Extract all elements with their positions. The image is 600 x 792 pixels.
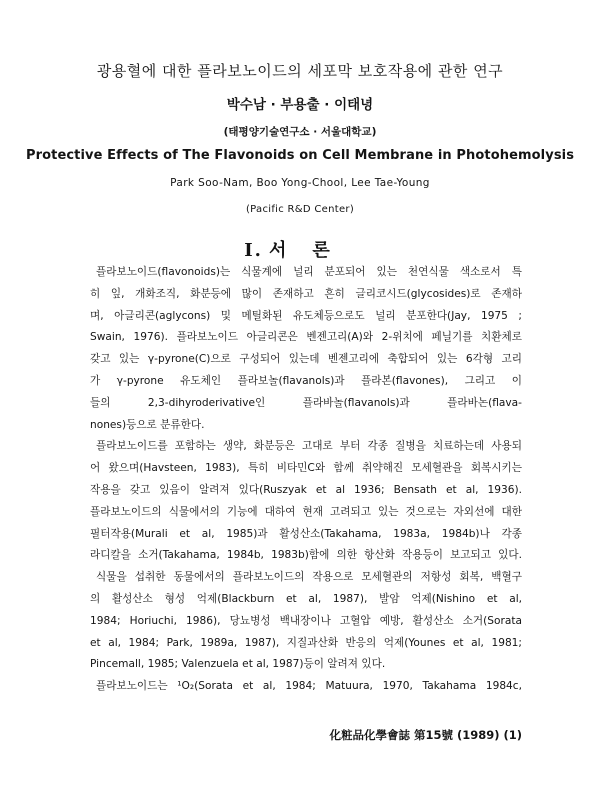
body-line: 어 왔으며(Havsteen, 1983), 특히 비타민C와 함께 취약해진 모세혈관을 회복시키는 bbox=[90, 462, 522, 475]
body-line: 플라보노이드를 포함하는 생약, 화분등은 고대로 부터 각종 질병을 치료하는데 사용되 bbox=[96, 440, 522, 453]
english-authors: Park Soo-Nam, Boo Yong-Chool, Lee Tae-Young bbox=[170, 177, 430, 189]
korean-title: 광용혈에 대한 플라보노이드의 세포막 보호작용에 관한 연구 bbox=[96, 62, 504, 80]
body-line: 플라보노이드(flavonoids)는 식물계에 널리 분포되어 있는 천연식물 색소로서 특 bbox=[96, 266, 522, 278]
body-line: 라디칼을 소거(Takahama, 1984b, 1983b)함에 의한 항산화 작용등이 보고되고 있다. bbox=[90, 549, 522, 562]
body-line: 플라보노이드는 ¹O₂(Sorata et al, 1984; Matuura, 1970, Takahama 1984c, bbox=[96, 680, 522, 693]
english-title: Protective Effects of The Flavonoids on Cell Membrane in Photohemolysis bbox=[25, 148, 575, 163]
korean-authors: 박수남 · 부용출 · 이태녕 bbox=[226, 97, 374, 113]
body-line: 필터작용(Murali et al, 1985)과 활성산소(Takahama, 1983a, 1984b)나 각종 bbox=[90, 527, 522, 540]
body-line: 1984; Horiuchi, 1986), 당뇨병성 백내장이나 고혈압 예방, 활성산소 소거(Sorata bbox=[90, 614, 522, 627]
body-line: 들의 2,3-dihyroderivative인 플라바놀(flavanols)과 플라바논(flava- bbox=[90, 396, 522, 409]
body-line: nones)등으로 분류한다. bbox=[90, 418, 205, 431]
body-line: 며, 아글리콘(aglycons) 및 메틸화된 유도체등으로도 널리 분포한다(Jay, 1975 ; bbox=[90, 309, 522, 322]
body-line: Swain, 1976). 플라보노이드 아글리콘은 벤젠고리(A)와 2-위치에 페닐기를 치환체로 bbox=[90, 331, 522, 344]
korean-affiliation: (태평양기술연구소 · 서울대학교) bbox=[223, 126, 377, 138]
body-text bbox=[90, 262, 522, 698]
body-line: 히 잎, 개화조직, 화분등에 많이 존재하고 흔히 글리코시드(glycosides)로 존재하 bbox=[90, 287, 522, 300]
body-line: 갖고 있는 γ-pyrone(C)으로 구성되어 있는데 벤젠고리에 축합되어 있는 6각형 고리 bbox=[90, 353, 522, 366]
section-heading bbox=[0, 236, 600, 262]
body-line: et al, 1984; Park, 1989a, 1987), 지질과산화 반응의 억제(Younes et al, 1981; bbox=[90, 636, 522, 649]
body-line: 플라보노이드의 식물에서의 기능에 대하여 현재 고려되고 있는 것으로는 자외선에 대한 bbox=[90, 505, 522, 518]
english-affiliation: (Pacific R&D Center) bbox=[245, 204, 355, 215]
section-title: 서론 bbox=[268, 240, 356, 261]
body-line: Pincemall, 1985; Valenzuela et al, 1987)등이 알려져 있다. bbox=[90, 658, 386, 671]
body-line: 의 활성산소 형성 억제(Blackburn et al, 1987), 발암 억제(Nishino et al, bbox=[90, 592, 522, 605]
body-line: 작용을 갖고 있음이 알려져 있다(Ruszyak et al 1936; Bensath et al, 1936). bbox=[90, 483, 522, 496]
journal-footer: 化粧品化學會誌 第15號 (1989) (1) bbox=[329, 728, 522, 742]
body-line: 가 γ-pyrone 유도체인 플라보놀(flavanols)과 플라본(flavones), 그리고 이 bbox=[90, 374, 522, 387]
section-number: I. bbox=[244, 240, 263, 261]
body-line: 식물을 섭취한 동물에서의 플라보노이드의 작용으로 모세혈관의 저항성 회복, 백혈구 bbox=[96, 571, 522, 584]
